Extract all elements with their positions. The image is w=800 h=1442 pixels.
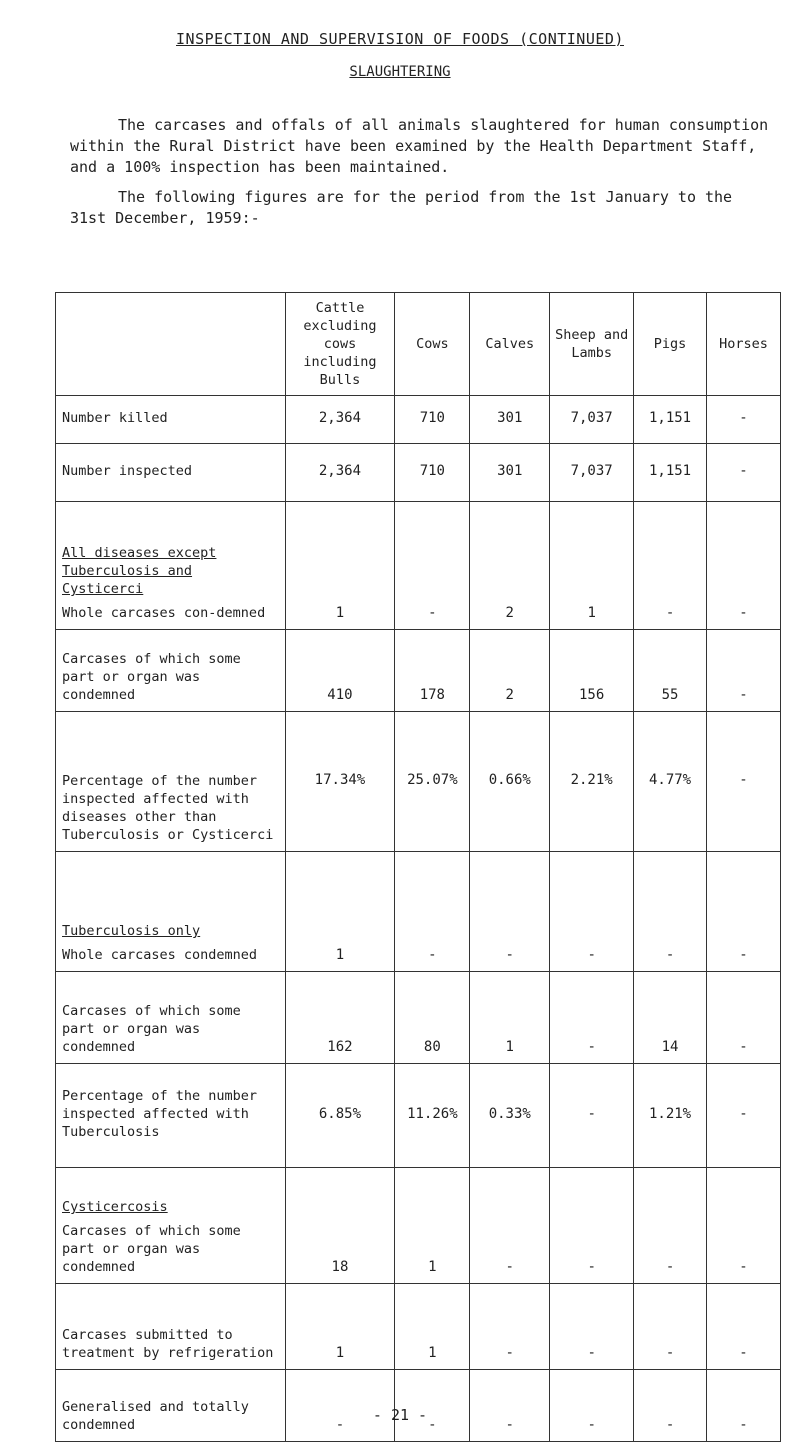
table-cell: - <box>470 852 550 972</box>
table-cell: 710 <box>395 396 470 444</box>
table-cell: 2 <box>470 502 550 630</box>
table-cell: - <box>470 1284 550 1370</box>
table-cell: - <box>550 972 634 1064</box>
row-label <box>56 502 286 630</box>
table-cell: 0.33% <box>470 1064 550 1168</box>
table-cell: 1,151 <box>634 396 707 444</box>
row-label: Carcases of which some part or organ was condemned <box>56 630 286 712</box>
table-cell: 1,151 <box>634 444 707 502</box>
page-heading: INSPECTION AND SUPERVISION OF FOODS (CONTINUED) <box>176 30 624 48</box>
table-cell: - <box>707 1284 781 1370</box>
table-cell: 17.34% <box>285 712 395 852</box>
section-heading: All diseases except Tuberculosis and Cysticerci <box>62 545 217 597</box>
table-cell: - <box>550 1168 634 1284</box>
section-heading: Cysticercosis <box>62 1199 168 1215</box>
table-cell: 25.07% <box>395 712 470 852</box>
col-header: Calves <box>470 293 550 396</box>
table-cell: - <box>550 1370 634 1442</box>
table-row <box>56 396 781 444</box>
table-row <box>56 502 781 630</box>
table-cell: - <box>707 1370 781 1442</box>
table-cell: - <box>634 1370 707 1442</box>
table-row <box>56 852 781 972</box>
table-cell: - <box>707 630 781 712</box>
period-paragraph: The following figures are for the period from the 1st January to the 31st December, 1959:- <box>70 188 733 227</box>
section-heading: Tuberculosis only <box>62 923 201 939</box>
row-label: Percentage of the number inspected affected with Tuberculosis <box>56 1064 286 1168</box>
table-cell: 178 <box>395 630 470 712</box>
table-cell: - <box>707 502 781 630</box>
row-label-text: Whole carcases condemned <box>62 947 258 963</box>
row-label: Carcases submitted to treatment by refrigeration <box>56 1284 286 1370</box>
table-cell: 1 <box>285 852 395 972</box>
row-label: Percentage of the number inspected affected with diseases other than Tuberculosis or Cysticerci <box>56 712 286 852</box>
table-cell: 1 <box>395 1168 470 1284</box>
row-label <box>56 1168 286 1284</box>
col-header: Cows <box>395 293 470 396</box>
table-cell: 4.77% <box>634 712 707 852</box>
page-number: - 21 - <box>372 1406 428 1424</box>
table-cell: 156 <box>550 630 634 712</box>
table-cell: 301 <box>470 444 550 502</box>
section-subheading: SLAUGHTERING <box>349 64 451 80</box>
slaughter-statistics-table <box>55 292 781 1442</box>
table-cell: - <box>707 972 781 1064</box>
row-label-text: Whole carcases con-demned <box>62 605 266 621</box>
col-header: Pigs <box>634 293 707 396</box>
row-label: Number inspected <box>56 444 286 502</box>
table-cell: - <box>550 1064 634 1168</box>
table-cell: - <box>634 1168 707 1284</box>
table-cell: 301 <box>470 396 550 444</box>
header-blank <box>56 293 286 396</box>
table-cell: - <box>707 444 781 502</box>
table-cell: - <box>707 712 781 852</box>
table-cell: 11.26% <box>395 1064 470 1168</box>
table-cell: - <box>395 852 470 972</box>
table-cell: 1 <box>285 1284 395 1370</box>
table-row <box>56 1064 781 1168</box>
table-cell: 1 <box>550 502 634 630</box>
table-cell: 2,364 <box>285 444 395 502</box>
table-cell: 2,364 <box>285 396 395 444</box>
row-label: Carcases of which some part or organ was condemned <box>56 972 286 1064</box>
table-header-row <box>56 293 781 396</box>
table-cell: 18 <box>285 1168 395 1284</box>
table-cell: 2.21% <box>550 712 634 852</box>
table-cell: - <box>285 1370 395 1442</box>
row-label-text: Carcases of which some part or organ was condemned <box>62 1223 241 1275</box>
table-cell: - <box>707 1168 781 1284</box>
table-cell: 410 <box>285 630 395 712</box>
table-cell: 80 <box>395 972 470 1064</box>
table-cell: - <box>395 502 470 630</box>
table-cell: - <box>470 1168 550 1284</box>
table-cell: 710 <box>395 444 470 502</box>
table-cell: - <box>550 1284 634 1370</box>
table-cell: - <box>634 852 707 972</box>
table-cell: 2 <box>470 630 550 712</box>
table-cell: - <box>707 1064 781 1168</box>
row-label <box>56 852 286 972</box>
table-row <box>56 444 781 502</box>
table-cell: 14 <box>634 972 707 1064</box>
table-cell: 7,037 <box>550 444 634 502</box>
col-header: Horses <box>707 293 781 396</box>
row-label: Number killed <box>56 396 286 444</box>
table-cell: 1 <box>395 1284 470 1370</box>
table-row <box>56 972 781 1064</box>
table-cell: 1 <box>470 972 550 1064</box>
table-row <box>56 630 781 712</box>
table-row <box>56 712 781 852</box>
table-cell: - <box>707 852 781 972</box>
table-cell: 1 <box>285 502 395 630</box>
table-row <box>56 1168 781 1284</box>
table-row <box>56 1284 781 1370</box>
col-header: Cattle excluding cows including Bulls <box>285 293 395 396</box>
table-cell: 55 <box>634 630 707 712</box>
table-cell: 1.21% <box>634 1064 707 1168</box>
intro-paragraph: The carcases and offals of all animals slaughtered for human consumption within the Rural District have been examined by the Health Department Staff, and a 100% inspection has been maintained. <box>70 116 769 176</box>
table-cell: 0.66% <box>470 712 550 852</box>
table-cell: 162 <box>285 972 395 1064</box>
table-cell: 7,037 <box>550 396 634 444</box>
col-header: Sheep and Lambs <box>550 293 634 396</box>
table-cell: - <box>395 1370 470 1442</box>
table-cell: - <box>470 1370 550 1442</box>
table-cell: 6.85% <box>285 1064 395 1168</box>
table-cell: - <box>634 1284 707 1370</box>
row-label: Generalised and totally condemned <box>56 1370 286 1442</box>
table-cell: - <box>634 502 707 630</box>
table-cell: - <box>550 852 634 972</box>
table-cell: - <box>707 396 781 444</box>
